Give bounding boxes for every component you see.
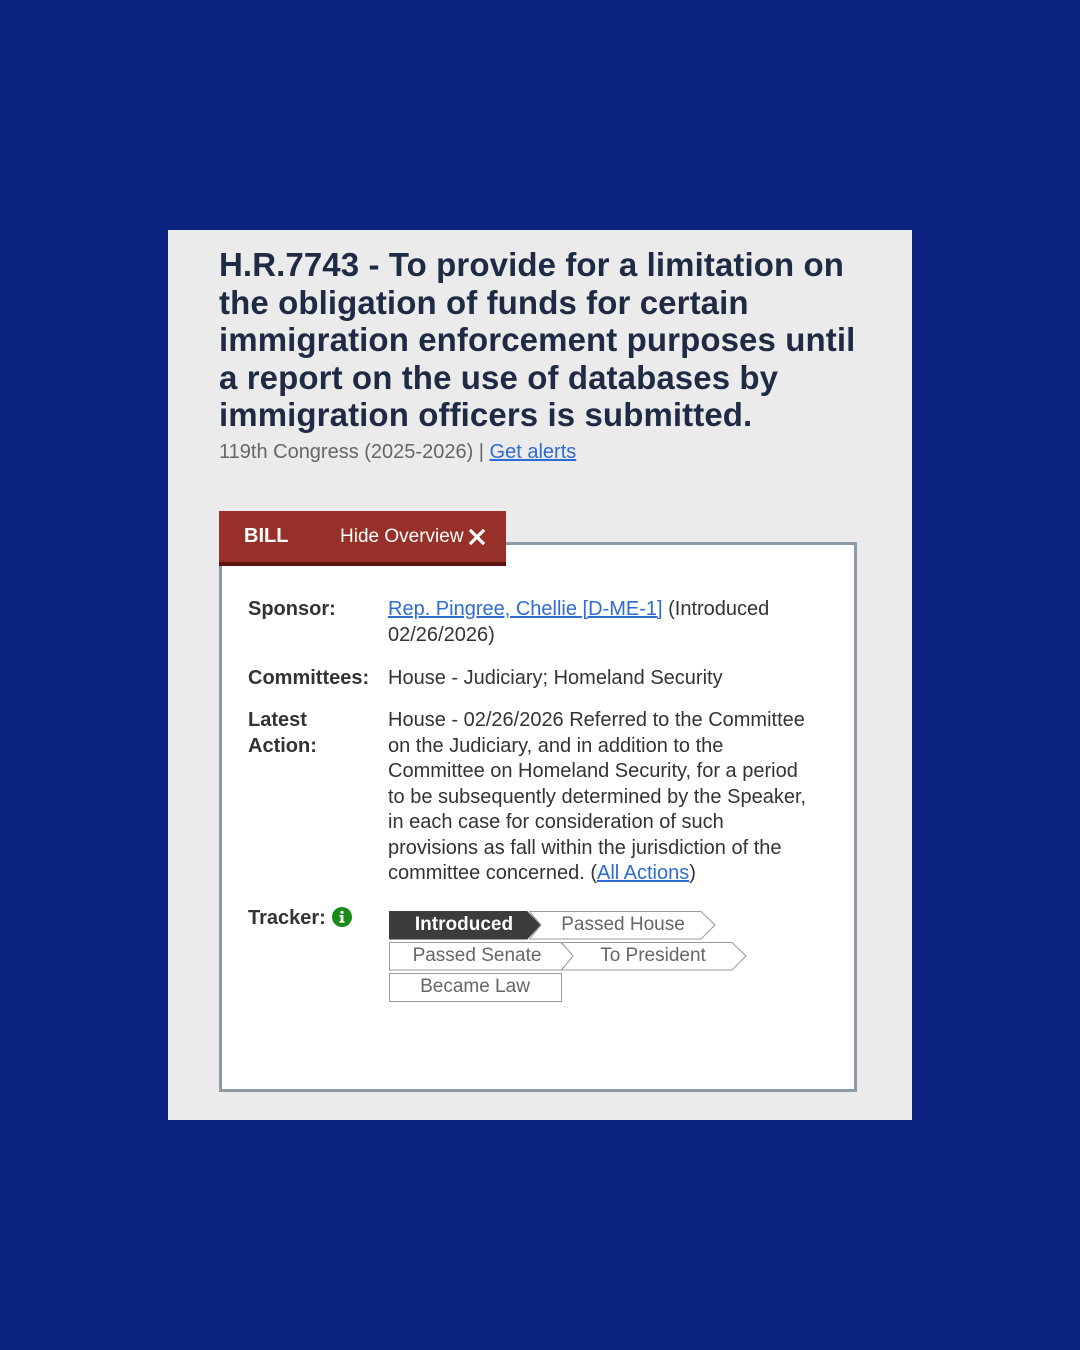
all-actions-close: ) — [689, 862, 696, 884]
tracker-stage-label: Passed Senate — [412, 945, 542, 966]
tracker-label: Tracker: — [248, 907, 326, 929]
tracker-stage-passed-senate — [389, 942, 565, 970]
latest-action-label: Latest Action: — [248, 709, 317, 757]
bill-title: H.R.7743 - To provide for a limitation on the obligation of funds for certain immigration enforcement purposes until a report on the use of databases by immigration officers is submitted. — [219, 246, 856, 433]
committees-row — [248, 666, 818, 692]
committees-value: House - Judiciary; Homeland Security — [388, 667, 723, 689]
congress-line — [219, 440, 576, 464]
sponsor-value — [388, 597, 818, 648]
tracker-stage-introduced — [389, 911, 539, 939]
get-alerts-link[interactable]: Get alerts — [489, 441, 577, 463]
latest-action-value — [388, 708, 818, 887]
tracker-stage-label: Became Law — [420, 976, 530, 997]
tracker-stage-label: Introduced — [414, 914, 514, 935]
bill-tab[interactable]: BILL — [244, 525, 289, 547]
tracker-stage-label: To President — [600, 945, 706, 966]
sponsor-link[interactable]: Rep. Pingree, Chellie [D-ME-1] — [388, 598, 663, 620]
tracker-stage-passed-house — [529, 911, 717, 939]
overview-panel — [219, 542, 857, 1092]
committees-label: Committees: — [248, 667, 370, 689]
bill-card — [168, 230, 912, 1120]
tracker-stage-became-law — [389, 973, 561, 1001]
latest-action-text: House - 02/26/2026 Referred to the Committee on the Judiciary, and in addition to the Committee on Homeland Security, for a period to be subsequently determined by the Speaker, in each case for consideration of such provisions as fall within the jurisdiction of the committee concerned. ( — [388, 709, 807, 884]
info-icon[interactable] — [332, 907, 352, 927]
introduced-date: (Introduced 02/26/2026) — [388, 598, 770, 646]
congress-text: 119th Congress (2025-2026) | — [219, 441, 490, 463]
close-icon — [469, 529, 485, 545]
sponsor-row — [248, 597, 818, 648]
tracker-label-wrap — [248, 906, 388, 932]
tracker-stage-to-president — [561, 942, 745, 970]
bill-tab-bar — [219, 511, 506, 566]
tracker-row — [248, 906, 388, 932]
bill-tracker — [389, 911, 769, 1006]
sponsor-label: Sponsor: — [248, 598, 336, 620]
all-actions-link[interactable]: All Actions — [596, 862, 690, 884]
tracker-stage-label: Passed House — [561, 914, 685, 935]
hide-overview-button[interactable] — [340, 526, 485, 548]
latest-action-row — [248, 708, 818, 887]
hide-overview-label: Hide Overview — [340, 525, 464, 547]
